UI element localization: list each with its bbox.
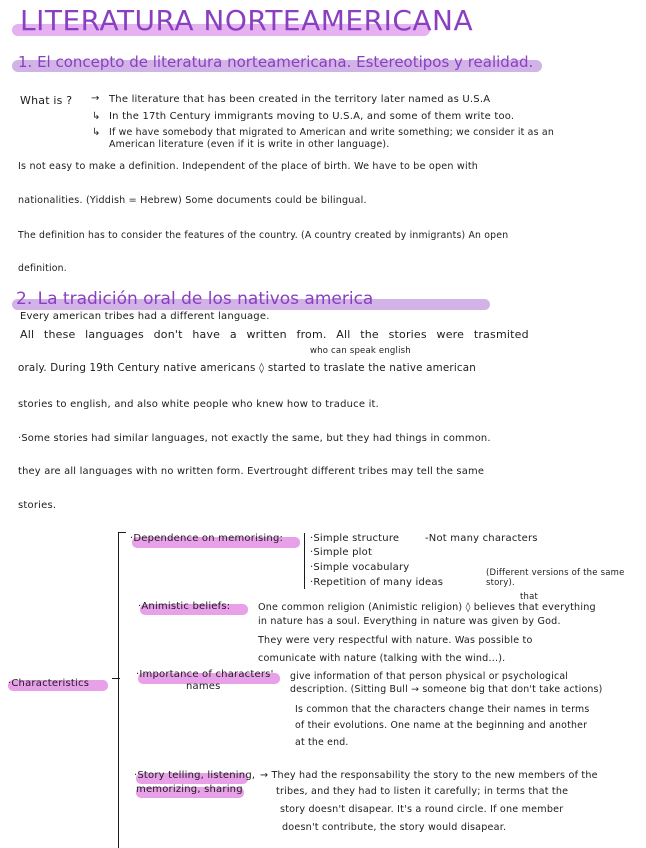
animistic-insert: that: [520, 592, 539, 602]
paragraph-line: nationalities. (Yiddish = Hebrew) Some documents could be bilingual.: [18, 195, 367, 206]
paragraph-line: Is not easy to make a definition. Independent of the place of birth. We have to be open with: [18, 161, 479, 172]
memorising-label: ·Dependence on memorising:: [130, 533, 284, 544]
note-versions: (Different versions of the same story).: [486, 568, 625, 588]
animistic-label: ·Animistic beliefs:: [138, 601, 231, 612]
paragraph-line: The definition has to consider the features of the country. (A country created by inmigrants) An open: [18, 230, 509, 241]
memorising-item: ·Simple structure: [310, 533, 400, 544]
animistic-line: in nature has a soul. Everything in nature was given by God.: [258, 616, 561, 627]
paragraph-line: stories.: [18, 500, 57, 511]
arrow-glyph: →: [91, 93, 100, 104]
insertion-note: who can speak english: [310, 346, 411, 356]
names-label: ·Importance of characters': [136, 669, 274, 680]
memorising-brace: [304, 533, 305, 589]
brace-tip: [112, 678, 120, 679]
animistic-line: One common religion (Animistic religion) ◊ believes that everything: [258, 602, 596, 613]
definition-line-2: In the 17th Century immigrants moving to U.S.A, and some of them write too.: [109, 111, 515, 122]
definition-line-3-marker: ↳: [92, 127, 101, 138]
storytelling-label-cont: memorizing, sharing: [136, 784, 243, 795]
names-line: of their evolutions. One name at the beginning and another: [295, 720, 588, 731]
definition-line-3a: If we have somebody that migrated to American and write something; we consider it as an: [109, 127, 554, 138]
names-line: Is common that the characters change their names in terms: [295, 704, 590, 715]
storytelling-line: doesn't contribute, the story would disapear.: [282, 822, 507, 833]
section2-heading: 2. La tradición oral de los nativos america: [16, 289, 374, 309]
memorising-item: ·Simple vocabulary: [310, 562, 410, 573]
paragraph-line: ·Some stories had similar languages, not exactly the same, but they had things in common.: [18, 433, 491, 444]
memorising-item: ·Simple plot: [310, 547, 373, 558]
paragraph-line: definition.: [18, 263, 67, 274]
memorising-item: ·Repetition of many ideas: [310, 577, 444, 588]
section1-heading: 1. El concepto de literatura norteamericana. Estereotipos y realidad.: [18, 53, 534, 71]
paragraph-line: Every american tribes had a different language.: [20, 311, 270, 322]
names-line: description. (Sitting Bull → someone big that don't take actions): [290, 684, 603, 695]
paragraph-line: stories to english, and also white people who knew how to traduce it.: [18, 399, 380, 410]
storytelling-label: ·Story telling, listening,: [134, 770, 256, 781]
main-brace: [118, 532, 119, 848]
brace-cap: [118, 532, 126, 533]
paragraph-line: oraly. During 19th Century native americans ◊ started to traslate the native american: [18, 362, 476, 374]
storytelling-line: story doesn't disapear. It's a round circle. If one member: [280, 804, 564, 815]
storytelling-line: tribes, and they had to listen it carefully; in terms that the: [276, 786, 569, 797]
note-characters: -Not many characters: [425, 533, 538, 544]
paragraph-line: All these languages don't have a written from. All the stories were trasmited: [20, 328, 529, 341]
definition-line-1: The literature that has been created in the territory later named as U.S.A: [109, 94, 491, 105]
page-title: LITERATURA NORTEAMERICANA: [20, 4, 474, 37]
animistic-line: comunicate with nature (talking with the wind...).: [258, 653, 506, 664]
names-line: at the end.: [295, 737, 349, 748]
storytelling-line: → They had the responsability the story to the new members of the: [260, 770, 598, 781]
definition-line-2-marker: ↳: [92, 111, 101, 122]
definition-line-3b: American literature (even if it is write in other language).: [109, 139, 390, 150]
characteristics-label: ·Characteristics: [8, 678, 90, 689]
what-is-label: What is ?: [20, 94, 73, 107]
names-line: give information of that person physical or psychological: [290, 671, 569, 682]
names-label-cont: names: [186, 681, 221, 692]
paragraph-line: they are all languages with no written form. Evertrought different tribes may tell the same: [18, 466, 485, 477]
animistic-line: They were very respectful with nature. Was possible to: [258, 635, 533, 646]
